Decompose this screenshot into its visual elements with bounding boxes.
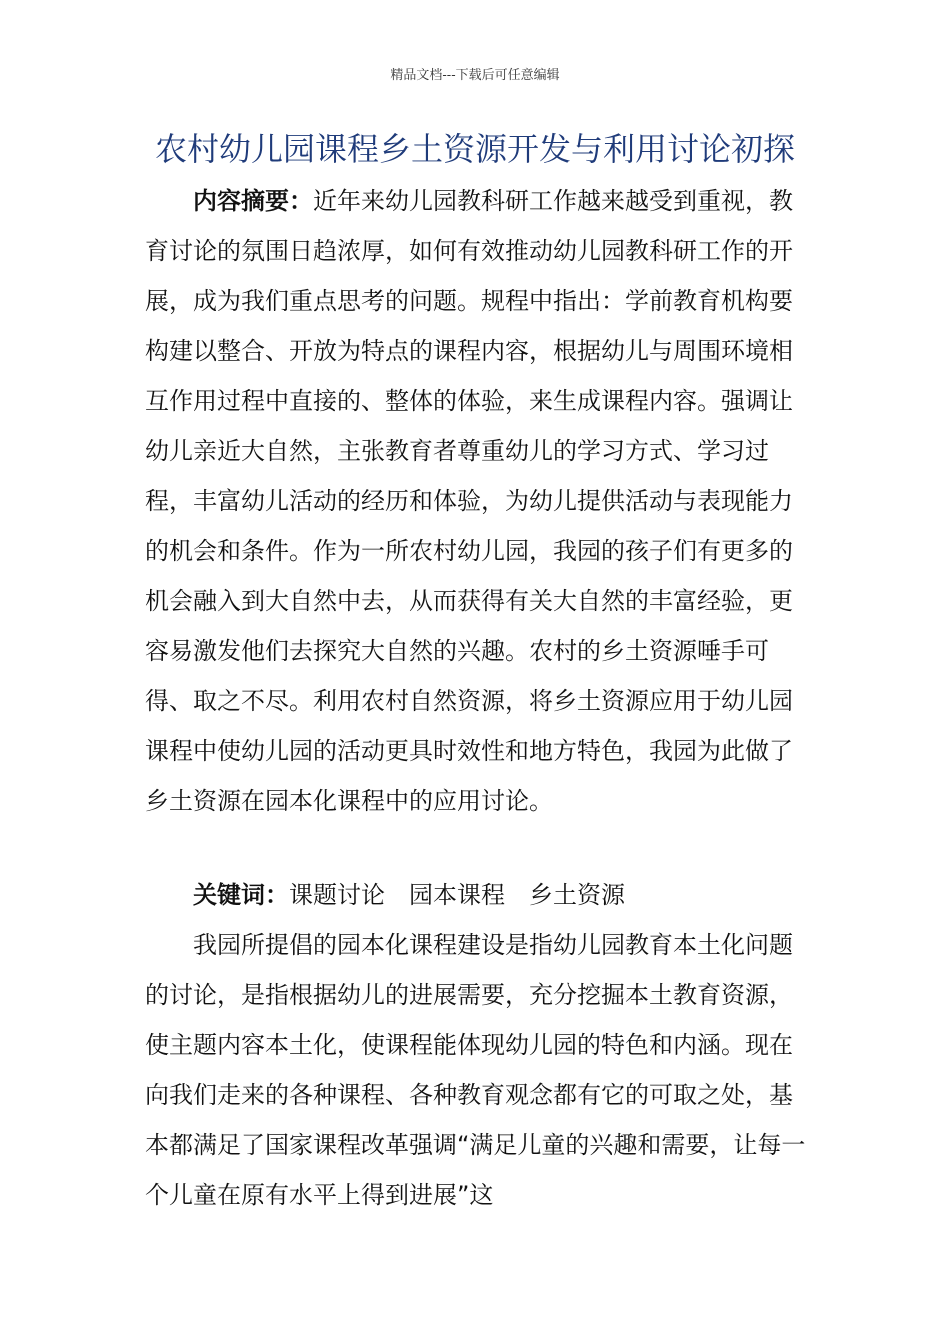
abstract-label: 内容摘要： bbox=[193, 187, 313, 215]
keyword-item: 园本课程 bbox=[409, 881, 505, 909]
document-title: 农村幼儿园课程乡土资源开发与利用讨论初探 bbox=[154, 130, 795, 168]
abstract-text: 近年来幼儿园教科研工作越来越受到重视，教育讨论的氛围日趋浓厚，如何有效推动幼儿园教科研工作的开展，成为我们重点思考的问题。规程中指出：学前教育机构要构建以整合、开放为特点的课程内容，根据幼儿与周围环境相互作用过程中直接的、整体的体验，来生成课程内容。强调让幼儿亲近大自然，主张教育者尊重幼儿的学习方式、学习过程，丰富幼儿活动的经历和体验，为幼儿提供活动与表现能力的机会和条件。作为一所农村幼儿园，我园的孩子们有更多的机会融入到大自然中去，从而获得有关大自然的丰富经验，更容易激发他们去探究大自然的兴趣。农村的乡土资源唾手可得、取之不尽。利用农村自然资源，将乡土资源应用于幼儿园课程中使幼儿园的活动更具时效性和地方特色，我园为此做了乡土资源在园本化课程中的应用讨论。 bbox=[145, 187, 793, 815]
keywords-label: 关键词： bbox=[193, 881, 289, 909]
header-note: 精品文档---下载后可任意编辑 bbox=[390, 68, 560, 83]
abstract-paragraph bbox=[145, 176, 810, 826]
keyword-item: 课题讨论 bbox=[289, 881, 385, 909]
body-paragraph: 我园所提倡的园本化课程建设是指幼儿园教育本土化问题的讨论，是指根据幼儿的进展需要，充分挖掘本土教育资源，使主题内容本土化，使课程能体现幼儿园的特色和内涵。现在向我们走来的各种课程、各种教育观念都有它的可取之处，基本都满足了国家课程改革强调“满足儿童的兴趣和需要，让每一个儿童在原有水平上得到进展”这 bbox=[145, 931, 806, 1209]
keywords-line bbox=[145, 870, 810, 920]
keyword-item: 乡土资源 bbox=[529, 881, 625, 909]
